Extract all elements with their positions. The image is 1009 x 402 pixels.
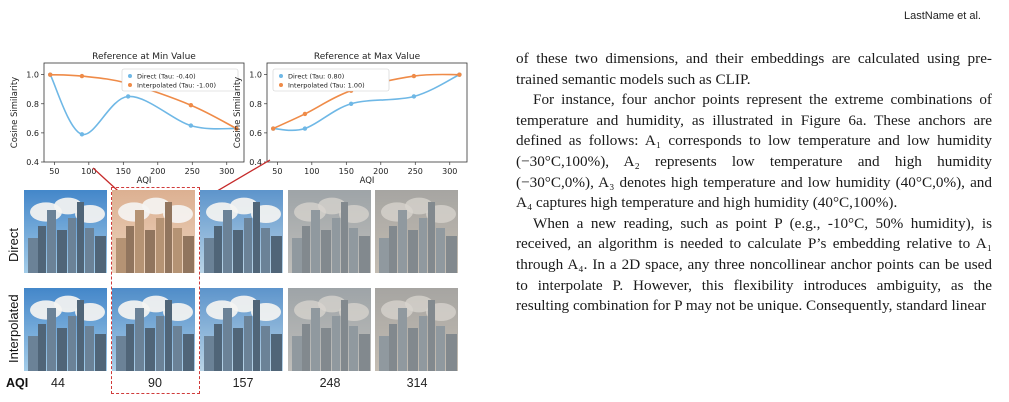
row-label-interpolated: Interpolated xyxy=(6,294,21,363)
data-point xyxy=(303,112,307,116)
running-head: LastName et al. xyxy=(903,10,981,22)
data-point xyxy=(349,102,353,106)
interpolated-image xyxy=(24,288,107,371)
aqi-value: 90 xyxy=(148,376,162,390)
data-point xyxy=(457,72,461,76)
data-point xyxy=(48,72,52,76)
x-axis-label: AQI xyxy=(136,176,152,186)
aqi-value: 157 xyxy=(232,376,254,390)
legend-marker xyxy=(128,74,132,78)
city-skyline xyxy=(200,288,283,371)
legend-marker xyxy=(128,83,132,87)
interpolated-image xyxy=(288,288,371,371)
paragraph: For instance, four anchor points represent the extreme combinations of temperature and humidity, as illustrated in Figure 6a. These anchors are defined as follows: A₁ corresponds to low temperature and low humidity (−30°C,100%), A₂ represents low temperature and high humidity (−30°C,0%), A₃ denotes high temperature and low humidity (40°C,0%), and A₄ captures high temperature and high humidity (40°C,100%). xyxy=(516,91,992,212)
y-tick-label: 0.8 xyxy=(249,99,262,109)
data-point xyxy=(80,132,84,136)
data-point xyxy=(271,126,275,130)
highlight-box xyxy=(111,187,200,394)
city-skyline xyxy=(288,190,371,273)
legend-marker xyxy=(279,83,283,87)
data-point xyxy=(80,74,84,78)
y-tick-label: 0.4 xyxy=(26,158,39,167)
x-tick-label: 100 xyxy=(81,167,97,176)
x-tick-label: 250 xyxy=(407,167,423,176)
direct-image xyxy=(375,190,458,273)
y-tick-label: 0.6 xyxy=(249,128,262,138)
row-label-direct: Direct xyxy=(6,228,21,262)
chart-title: Reference at Min Value xyxy=(92,52,196,62)
direct-image xyxy=(24,190,107,273)
x-axis-label: AQI xyxy=(359,176,375,186)
x-tick-label: 300 xyxy=(442,167,458,176)
y-tick-label: 1.0 xyxy=(26,70,39,80)
data-point xyxy=(126,94,130,98)
aqi-row-label: AQI xyxy=(6,376,29,390)
x-tick-label: 50 xyxy=(49,167,60,176)
y-axis-label: Cosine Similarity xyxy=(10,76,20,149)
city-skyline xyxy=(288,288,371,371)
y-tick-label: 1.0 xyxy=(249,70,262,80)
y-tick-label: 0.4 xyxy=(249,158,262,167)
aqi-value: 248 xyxy=(319,376,341,390)
charts-svg xyxy=(0,0,500,190)
data-point xyxy=(303,126,307,130)
data-point xyxy=(189,103,193,107)
x-tick-label: 300 xyxy=(219,167,235,176)
x-tick-label: 200 xyxy=(373,167,389,176)
interpolated-image xyxy=(200,288,283,371)
paragraph: of these two dimensions, and their embeddings are calculated using pre-trained semantic models such as CLIP. xyxy=(516,50,992,88)
legend-label: Direct (Tau: 0.80) xyxy=(288,72,345,81)
direct-image xyxy=(200,190,283,273)
data-point xyxy=(412,94,416,98)
paragraph: When a new reading, such as point P (e.g., -10°C, 50% humidity), is received, an algorithm is needed to calculate P’s embedding relative to A₁ through A₄. In a 2D space, any three noncollinear anchor points can be used to interpolate P. However, this flexibility introduces ambiguity, as the resulting combination for P may not be unique. Consequently, standard linear xyxy=(516,214,992,315)
body-text xyxy=(516,49,992,317)
city-skyline xyxy=(375,288,458,371)
chart-title: Reference at Max Value xyxy=(313,52,421,62)
legend-label: Interpolated (Tau: 1.00) xyxy=(288,81,365,90)
direct-image xyxy=(288,190,371,273)
y-tick-label: 0.6 xyxy=(26,128,39,138)
aqi-value: 314 xyxy=(406,376,428,390)
chart-1 xyxy=(10,52,244,186)
data-point xyxy=(189,123,193,127)
interpolated-image xyxy=(375,288,458,371)
x-tick-label: 250 xyxy=(184,167,200,176)
legend-label: Direct (Tau: -0.40) xyxy=(137,72,196,81)
x-tick-label: 100 xyxy=(304,167,320,176)
figure xyxy=(0,0,500,402)
city-skyline xyxy=(375,190,458,273)
aqi-value: 44 xyxy=(51,376,65,390)
legend-label: Interpolated (Tau: -1.00) xyxy=(137,81,217,90)
y-tick-label: 0.8 xyxy=(26,99,39,109)
city-skyline xyxy=(24,288,107,371)
city-skyline xyxy=(24,190,107,273)
legend-marker xyxy=(279,74,283,78)
x-tick-label: 150 xyxy=(115,167,131,176)
city-skyline xyxy=(200,190,283,273)
x-tick-label: 50 xyxy=(272,167,283,176)
y-axis-label: Cosine Similarity xyxy=(233,76,243,149)
x-tick-label: 200 xyxy=(150,167,166,176)
data-point xyxy=(412,74,416,78)
chart-2 xyxy=(233,52,467,186)
x-tick-label: 150 xyxy=(338,167,354,176)
